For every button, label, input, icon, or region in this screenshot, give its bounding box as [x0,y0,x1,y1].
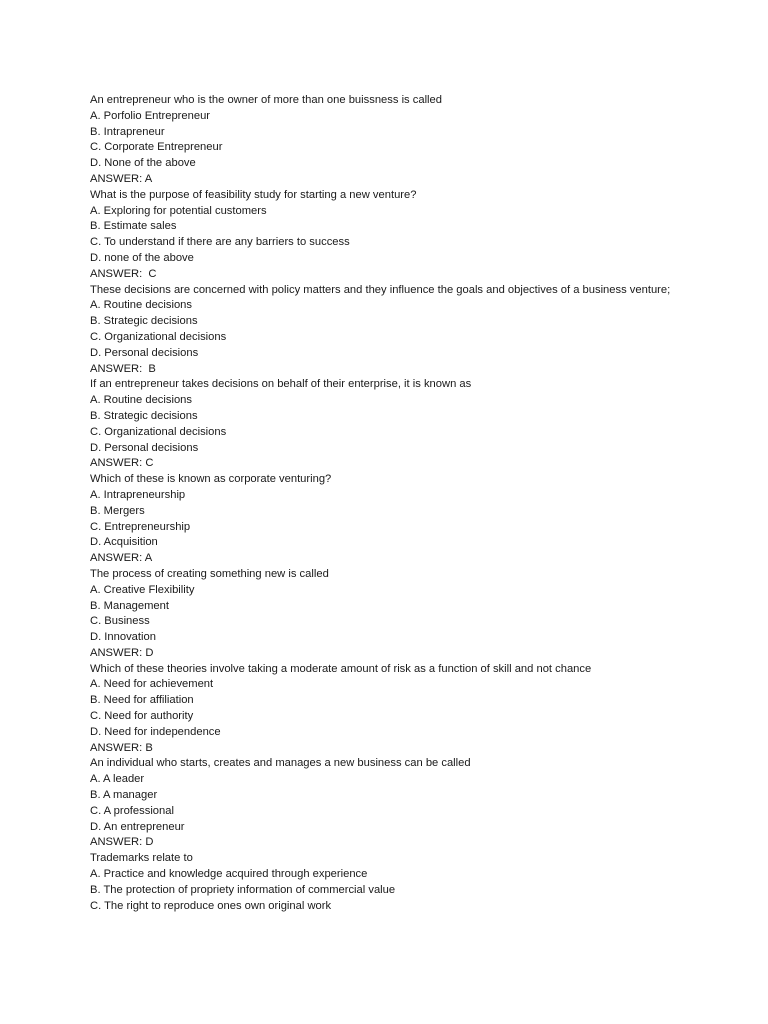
question-text: Which of these theories involve taking a moderate amount of risk as a function of skill and not chance [90,662,592,675]
option-d: D. Acquisition [90,536,158,549]
question-text: An individual who starts, creates and manages a new business can be called [90,757,471,770]
answer-line: ANSWER: A [90,172,153,185]
option-c: C. Business [90,615,150,628]
option-c: C. To understand if there are any barriers to success [90,236,350,249]
question-block [90,472,678,567]
option-a: A. Exploring for potential customers [90,204,267,217]
option-c: C. Organizational decisions [90,330,227,343]
question-text: Trademarks relate to [90,852,193,865]
question-block [90,283,678,378]
option-b: B. Strategic decisions [90,315,198,328]
option-d: D. An entrepreneur [90,820,185,833]
option-b: B. Strategic decisions [90,409,198,422]
answer-line: ANSWER: B [90,362,156,375]
option-d: D. Innovation [90,631,156,644]
answer-line: ANSWER: D [90,836,154,849]
question-text: Which of these is known as corporate venturing? [90,473,332,486]
option-c: C. Corporate Entrepreneur [90,141,223,154]
option-b: B. Estimate sales [90,220,177,233]
option-d: D. Personal decisions [90,441,199,454]
option-c: C. Entrepreneurship [90,520,191,533]
option-b: B. Intrapreneur [90,125,165,138]
answer-line: ANSWER: C [90,457,154,470]
answer-line: ANSWER: C [90,267,157,280]
option-d: D. none of the above [90,251,194,264]
option-b: B. Management [90,599,169,612]
question-text: These decisions are concerned with policy matters and they influence the goals and objectives of a business venture; [90,283,671,296]
question-block [90,567,678,662]
question-block [90,756,678,851]
option-a: A. Intrapreneurship [90,488,186,501]
question-text: What is the purpose of feasibility study for starting a new venture? [90,188,417,201]
option-a: A. Creative Flexibility [90,583,195,596]
question-text: If an entrepreneur takes decisions on behalf of their enterprise, it is known as [90,378,472,391]
document-page [90,93,678,914]
option-b: B. The protection of propriety information of commercial value [90,883,396,896]
option-a: A. Routine decisions [90,299,192,312]
option-a: A. Practice and knowledge acquired through experience [90,868,368,881]
option-b: B. Need for affiliation [90,694,194,707]
option-d: D. Need for independence [90,725,221,738]
option-a: A. Need for achievement [90,678,214,691]
answer-line: ANSWER: A [90,552,153,565]
option-c: C. The right to reproduce ones own original work [90,899,332,912]
option-d: D. None of the above [90,157,196,170]
option-a: A. Porfolio Entrepreneur [90,109,211,122]
question-block [90,377,678,472]
answer-line: ANSWER: D [90,646,154,659]
option-c: C. Organizational decisions [90,425,227,438]
question-block [90,662,678,757]
option-a: A. A leader [90,773,145,786]
question-block [90,851,678,914]
option-c: C. A professional [90,804,174,817]
option-d: D. Personal decisions [90,346,199,359]
question-text: An entrepreneur who is the owner of more than one buissness is called [90,94,442,106]
option-b: B. A manager [90,789,158,802]
question-block [90,188,678,283]
answer-line: ANSWER: B [90,741,153,754]
option-c: C. Need for authority [90,710,194,723]
question-block [90,93,678,188]
question-text: The process of creating something new is called [90,567,329,580]
option-a: A. Routine decisions [90,394,192,407]
option-b: B. Mergers [90,504,145,517]
